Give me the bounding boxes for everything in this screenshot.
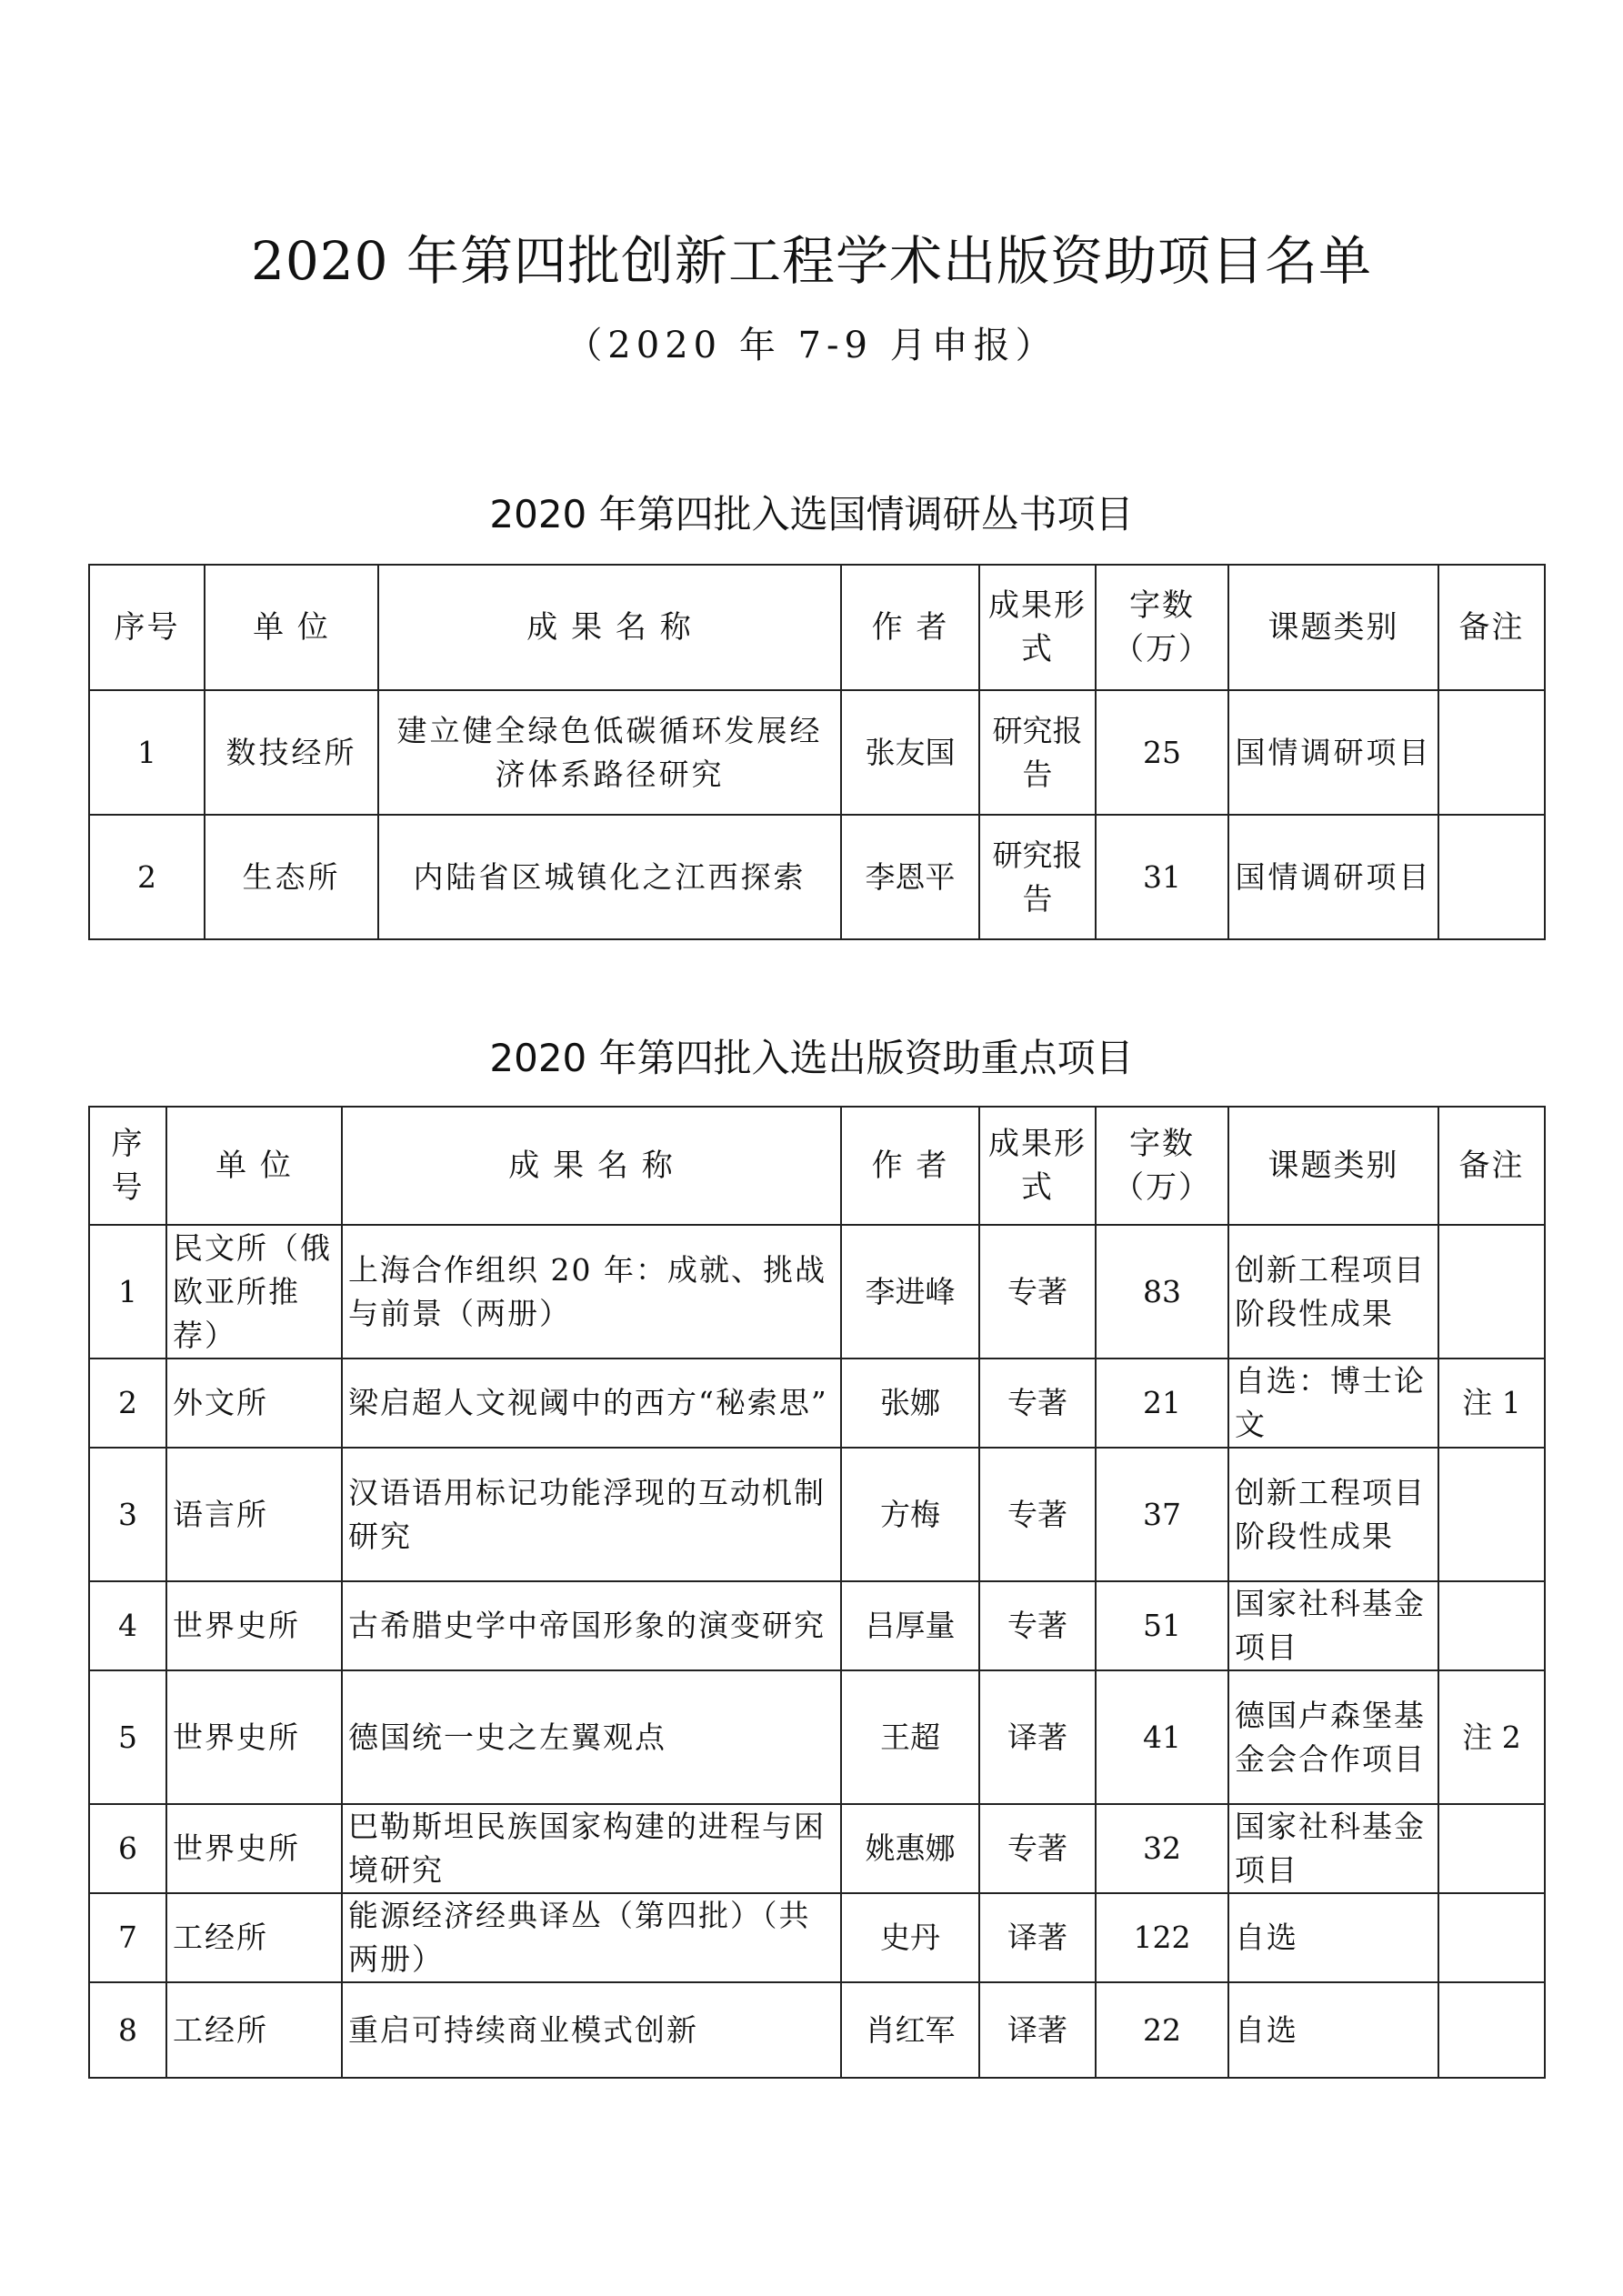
- table-row: [89, 1359, 1545, 1448]
- page-title: 2020 年第四批创新工程学术出版资助项目名单: [250, 230, 1373, 292]
- national-research-table: [88, 564, 1546, 940]
- cell-unit: 语言所: [166, 1448, 342, 1581]
- table-row: [89, 1982, 1545, 2078]
- cell-words: 21: [1096, 1359, 1228, 1448]
- cell-name: 建立健全绿色低碳循环发展经济体系路径研究: [378, 690, 841, 815]
- cell-author: 李恩平: [841, 815, 979, 939]
- header-category: 课题类别: [1228, 1107, 1438, 1225]
- header-note: 备注: [1438, 565, 1545, 690]
- cell-no: 7: [89, 1893, 166, 1982]
- cell-no: 2: [89, 1359, 166, 1448]
- cell-note: 注 2: [1438, 1670, 1545, 1804]
- cell-name: 德国统一史之左翼观点: [342, 1670, 841, 1804]
- cell-author: 姚惠娜: [841, 1804, 979, 1893]
- cell-words: 41: [1096, 1670, 1228, 1804]
- page-subtitle: （2020 年 7-9 月申报）: [566, 325, 1057, 366]
- table-row: [89, 690, 1545, 815]
- cell-category: 德国卢森堡基金会合作项目: [1228, 1670, 1438, 1804]
- cell-note: [1438, 1448, 1545, 1581]
- header-category: 课题类别: [1228, 565, 1438, 690]
- header-unit: 单 位: [166, 1107, 342, 1225]
- cell-category: 国家社科基金项目: [1228, 1581, 1438, 1670]
- cell-note: [1438, 690, 1545, 815]
- cell-words: 83: [1096, 1225, 1228, 1359]
- cell-author: 王超: [841, 1670, 979, 1804]
- cell-form: 研究报告: [979, 815, 1096, 939]
- cell-no: 2: [89, 815, 205, 939]
- cell-unit: 数技经所: [205, 690, 378, 815]
- table-row: [89, 1670, 1545, 1804]
- cell-category: 国情调研项目: [1228, 690, 1438, 815]
- cell-unit: 世界史所: [166, 1670, 342, 1804]
- cell-name: 上海合作组织 20 年：成就、挑战与前景（两册）: [342, 1225, 841, 1359]
- cell-category: 国情调研项目: [1228, 815, 1438, 939]
- cell-form: 译著: [979, 1982, 1096, 2078]
- cell-form: 专著: [979, 1448, 1096, 1581]
- cell-unit: 世界史所: [166, 1804, 342, 1893]
- cell-form: 专著: [979, 1225, 1096, 1359]
- header-name: 成 果 名 称: [378, 565, 841, 690]
- cell-name: 内陆省区城镇化之江西探索: [378, 815, 841, 939]
- cell-name: 巴勒斯坦民族国家构建的进程与困境研究: [342, 1804, 841, 1893]
- cell-words: 22: [1096, 1982, 1228, 2078]
- cell-unit: 工经所: [166, 1893, 342, 1982]
- cell-category: 创新工程项目阶段性成果: [1228, 1448, 1438, 1581]
- header-author: 作 者: [841, 565, 979, 690]
- cell-words: 51: [1096, 1581, 1228, 1670]
- cell-unit: 外文所: [166, 1359, 342, 1448]
- cell-unit: 生态所: [205, 815, 378, 939]
- cell-no: 8: [89, 1982, 166, 2078]
- cell-no: 3: [89, 1448, 166, 1581]
- cell-author: 肖红军: [841, 1982, 979, 2078]
- cell-author: 史丹: [841, 1893, 979, 1982]
- cell-no: 5: [89, 1670, 166, 1804]
- cell-words: 25: [1096, 690, 1228, 815]
- cell-name: 能源经济经典译丛（第四批）（共两册）: [342, 1893, 841, 1982]
- cell-form: 专著: [979, 1581, 1096, 1670]
- header-form: 成果形式: [979, 565, 1096, 690]
- cell-author: 李进峰: [841, 1225, 979, 1359]
- cell-category: 国家社科基金项目: [1228, 1804, 1438, 1893]
- section2-heading: 2020 年第四批入选出版资助重点项目: [489, 1036, 1134, 1080]
- header-unit: 单 位: [205, 565, 378, 690]
- cell-note: [1438, 1225, 1545, 1359]
- cell-words: 122: [1096, 1893, 1228, 1982]
- cell-form: 译著: [979, 1670, 1096, 1804]
- cell-note: [1438, 1893, 1545, 1982]
- table-row: [89, 1581, 1545, 1670]
- cell-author: 张娜: [841, 1359, 979, 1448]
- cell-name: 汉语语用标记功能浮现的互动机制研究: [342, 1448, 841, 1581]
- cell-note: [1438, 1982, 1545, 2078]
- cell-name: 梁启超人文视阈中的西方“秘索思”: [342, 1359, 841, 1448]
- cell-form: 译著: [979, 1893, 1096, 1982]
- table-header-row: [89, 1107, 1545, 1225]
- cell-form: 研究报告: [979, 690, 1096, 815]
- header-words: 字数（万）: [1096, 565, 1228, 690]
- header-name: 成 果 名 称: [342, 1107, 841, 1225]
- cell-name: 古希腊史学中帝国形象的演变研究: [342, 1581, 841, 1670]
- header-no: 序号: [89, 565, 205, 690]
- cell-category: 自选: [1228, 1893, 1438, 1982]
- cell-no: 4: [89, 1581, 166, 1670]
- table-row: [89, 815, 1545, 939]
- cell-form: 专著: [979, 1804, 1096, 1893]
- section1-heading: 2020 年第四批入选国情调研丛书项目: [489, 492, 1134, 536]
- cell-words: 37: [1096, 1448, 1228, 1581]
- cell-note: 注 1: [1438, 1359, 1545, 1448]
- cell-no: 6: [89, 1804, 166, 1893]
- header-note: 备注: [1438, 1107, 1545, 1225]
- cell-category: 自选: [1228, 1982, 1438, 2078]
- cell-unit: 世界史所: [166, 1581, 342, 1670]
- publication-funding-table: [88, 1106, 1546, 2079]
- header-author: 作 者: [841, 1107, 979, 1225]
- cell-name: 重启可持续商业模式创新: [342, 1982, 841, 2078]
- header-words: 字数（万）: [1096, 1107, 1228, 1225]
- cell-note: [1438, 1804, 1545, 1893]
- table-row: [89, 1893, 1545, 1982]
- cell-no: 1: [89, 1225, 166, 1359]
- cell-author: 方梅: [841, 1448, 979, 1581]
- cell-unit: 工经所: [166, 1982, 342, 2078]
- cell-words: 32: [1096, 1804, 1228, 1893]
- header-no: 序号: [89, 1107, 166, 1225]
- cell-note: [1438, 815, 1545, 939]
- cell-no: 1: [89, 690, 205, 815]
- table-row: [89, 1448, 1545, 1581]
- cell-form: 专著: [979, 1359, 1096, 1448]
- cell-words: 31: [1096, 815, 1228, 939]
- cell-unit: 民文所（俄欧亚所推荐）: [166, 1225, 342, 1359]
- cell-category: 创新工程项目阶段性成果: [1228, 1225, 1438, 1359]
- table-header-row: [89, 565, 1545, 690]
- cell-author: 张友国: [841, 690, 979, 815]
- table-row: [89, 1225, 1545, 1359]
- table-row: [89, 1804, 1545, 1893]
- header-form: 成果形式: [979, 1107, 1096, 1225]
- cell-author: 吕厚量: [841, 1581, 979, 1670]
- cell-note: [1438, 1581, 1545, 1670]
- cell-category: 自选：博士论文: [1228, 1359, 1438, 1448]
